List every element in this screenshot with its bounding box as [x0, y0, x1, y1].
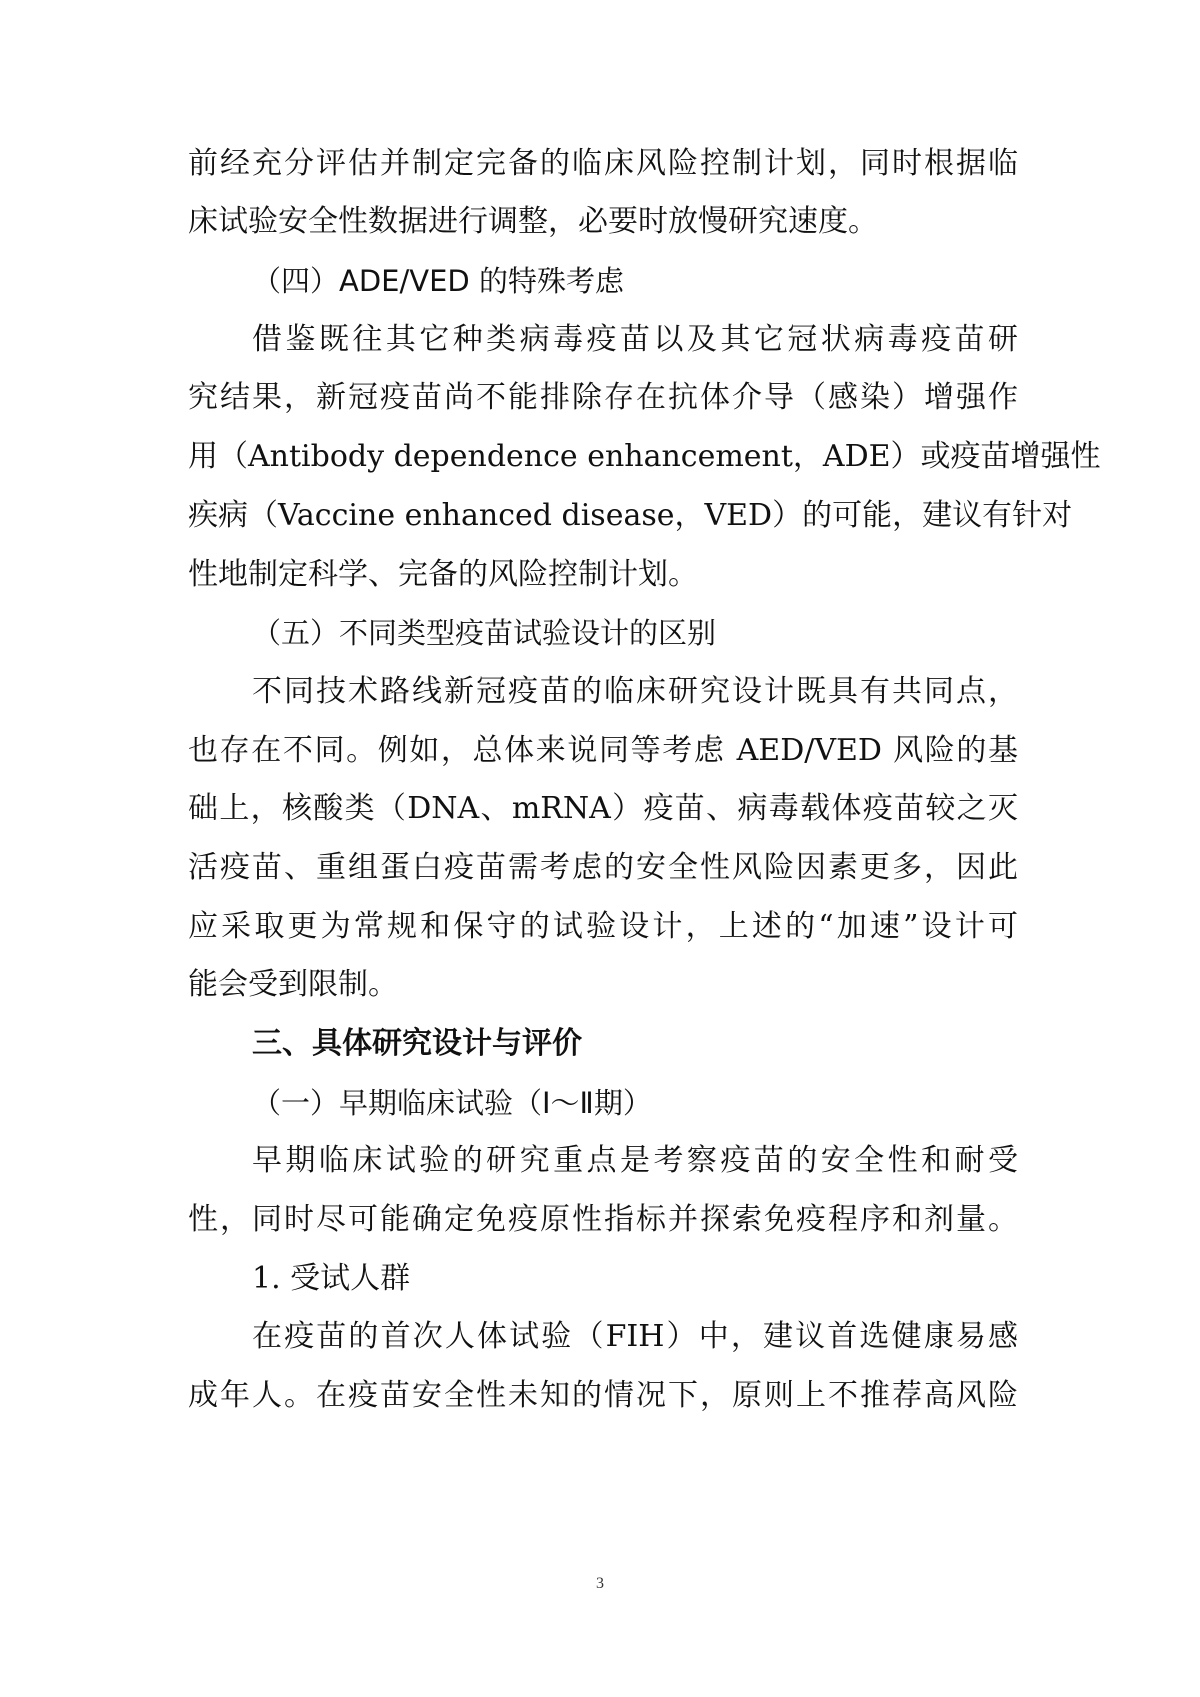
paragraph-line: 前经充分评估并制定完备的临床风险控制计划，同时根据临	[188, 146, 1018, 181]
paragraph-line: 础上，核酸类（DNA、mRNA）疫苗、病毒载体疫苗较之灭	[188, 791, 1018, 826]
paragraph-line: 能会受到限制。	[188, 967, 398, 1002]
paragraph-line: 用（Antibody dependence enhancement，ADE）或疫苗增强性	[188, 439, 1101, 474]
paragraph-line: 也存在不同。例如，总体来说同等考虑 AED/VED 风险的基	[188, 733, 1018, 768]
section-heading-4: （四）ADE/VED 的特殊考虑	[252, 264, 624, 298]
paragraph-line: 应采取更为常规和保守的试验设计，上述的“加速”设计可	[188, 909, 1018, 944]
paragraph-line: 早期临床试验的研究重点是考察疫苗的安全性和耐受	[252, 1143, 1018, 1178]
page-number: 3	[596, 1575, 604, 1592]
paragraph-line: 性地制定科学、完备的风险控制计划。	[188, 557, 698, 592]
paragraph-line: 在疫苗的首次人体试验（FIH）中，建议首选健康易感	[252, 1319, 1018, 1354]
chapter-heading-3: 三、具体研究设计与评价	[252, 1026, 582, 1061]
paragraph-line: 床试验安全性数据进行调整，必要时放慢研究速度。	[188, 204, 878, 239]
paragraph-line: 性，同时尽可能确定免疫原性指标并探索免疫程序和剂量。	[188, 1202, 1018, 1237]
section-heading-5: （五）不同类型疫苗试验设计的区别	[252, 616, 717, 650]
paragraph-line: 不同技术路线新冠疫苗的临床研究设计既具有共同点，	[252, 674, 1018, 709]
item-heading-subjects: 1. 受试人群	[252, 1261, 411, 1296]
paragraph-line: 借鉴既往其它种类病毒疫苗以及其它冠状病毒疫苗研	[252, 322, 1018, 357]
subsection-heading-1: （一）早期临床试验（Ⅰ～Ⅱ期）	[252, 1086, 652, 1120]
paragraph-line: 疾病（Vaccine enhanced disease，VED）的可能，建议有针对	[188, 498, 1073, 533]
paragraph-line: 成年人。在疫苗安全性未知的情况下，原则上不推荐高风险	[188, 1378, 1018, 1413]
paragraph-line: 究结果，新冠疫苗尚不能排除存在抗体介导（感染）增强作	[188, 380, 1018, 415]
paragraph-line: 活疫苗、重组蛋白疫苗需考虑的安全性风险因素更多，因此	[188, 850, 1018, 885]
